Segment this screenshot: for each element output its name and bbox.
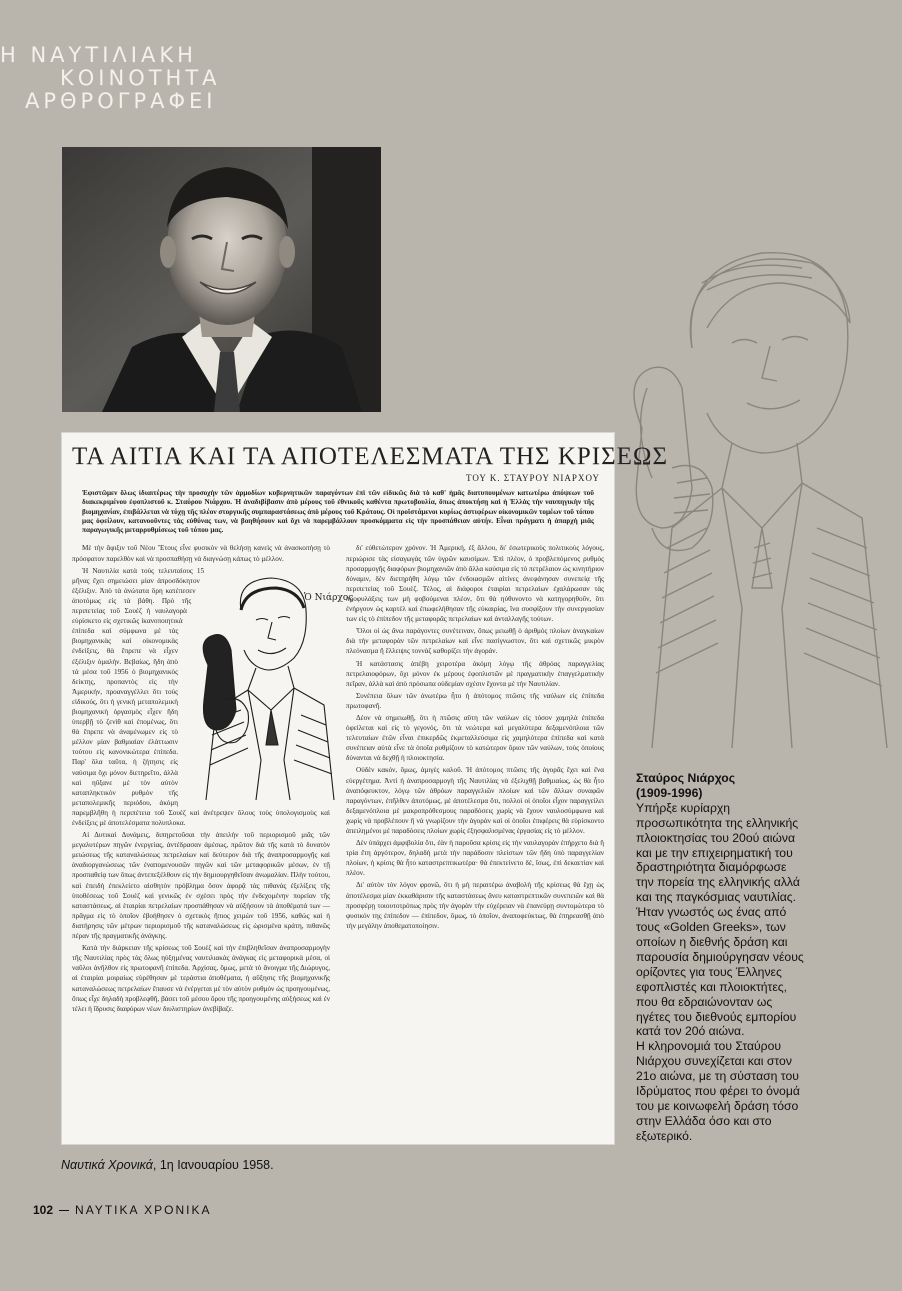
clipping-byline: ΤΟΥ Κ. ΣΤΑΥΡΟΥ ΝΙΑΡΧΟΥ: [466, 473, 600, 483]
clipping-left-paragraph: Ἡ Ναυτιλία κατὰ τοὺς τελευταίους 15 μῆνας ἔχει σημειώσει μίαν ἀπροσδόκητον ἐξέλιξιν. Ἀπὸ τὰ ἀνώτατα ὅρη κατέπεσεν ἀποτόμως εἰς τὰ βάθη. Πρὸ τῆς περιπετείας τοῦ Σουὲζ ἡ ναυλαγορὰ εὑρίσκετο εἰς σχετικῶς ἱκανοποιητικὰ ἐπίπεδα καὶ σύμφωνα μὲ τὰς βιομηχανικὰς καὶ οἰκονομικὰς ἐνδείξεις, θὰ ἔπρεπε νὰ εἶχεν ἐξέλιξιν ὁμαλήν. Βεβαίως, ἤδη ἀπὸ τὰ μέσα τοῦ 1956 ὁ βιομηχανικὸς δείκτης, προπαντὸς εἰς τὴν Ἀμερικήν, προαναγγέλλει ὅτι τοὺς εἰδικούς, ὅτι ἡ γενικὴ μεταπολεμικὴ βιομηχανικὴ ὀργασμὸς εἶχεν ἤδη ὑπερβῇ τὸ ζενὶθ καὶ ἑπομένως, ὅτι θὰ ἔπρεπε νὰ ἀναμένωμεν εἰς τὸ μέλλον μίαν βαθμιαίαν ἐλάττωσιν τούτου εἰς κανονικώτερα ἐπίπεδα. Παρ' ὅλα ταῦτα, ἡ ζήτησις εἰς ναύσιμα ὄχι μόνον διετηρεῖτο, ἀλλὰ καὶ ηὔξανε μὲ τὸν αὐτὸν καταπληκτικὸν ρυθμὸν τῆς μεταπολεμικῆς περιόδου, ἀκόμη παρεμβλῆθη ἡ περιπέτεια τοῦ Σουὲζ καὶ ἀνέτρεψεν ὅλους τοὺς ὑπολογισμοὺς καὶ ἐνδείξεις μὲ ἀποτελέσματα πολυπλοκα.: [72, 566, 330, 828]
bio-block: [636, 771, 806, 1144]
page-number: 102: [33, 1203, 54, 1217]
clipping-left-paragraph: Κατὰ τὴν διάρκειαν τῆς κρίσεως τοῦ Σουὲζ καὶ τὴν ἐπιβληθεῖσαν ἀναπροσαρμογὴν τῆς Ναυτιλίας πρὸς τὰς ὅλως ηὐξημένας ναυτιλιακὰς ἀνάγκας εἰς μεταφορικὰ μέσα, οἱ ναῦλοι ἀνῆλθον εἰς πρωτοφανῆ ἐπίπεδα. Ἀρχίσας, ὅμως, μετὰ τὸ ἄνοιγμα τῆς Διώρυγος, αἱ ἑταιρίαι μοιραίως εὑρέθησαν μὲ τεράστια ἀποθέματα, ἡ αὔξησις τῆς βιομηχανικῆς καταναλώσεως πετρελαίων ἔπαυσε νὰ ἐνέργεται μὲ τὸν αὐτὸν ρυθμὸν ὡς προηγουμένως, ὅπως εἶχε δηλαδὴ προβλεφθῆ, βάσει τοῦ μέσου ὅρου τῆς προηγουμένης αὐξήσεως καὶ ἐν τέλει ἡ ἵδρυσις διαφόρων νέων διυλιστηρίων ἀνεβίβαζε.: [72, 944, 330, 1013]
clipping-column-right: [346, 543, 604, 1015]
niarchos-line-illustration: [612, 228, 902, 748]
magazine-name: ΝΑΥΤΙΚΑ ΧΡΟΝΙΚΑ: [75, 1203, 212, 1217]
portrait-photo: [62, 147, 381, 412]
clipping-column-left: [72, 543, 354, 1015]
section-header: [0, 44, 300, 113]
caption-source: Ναυτικά Χρονικά: [61, 1158, 153, 1172]
bio-text-2: Η κληρονομιά του Σταύρου Νιάρχου συνεχίζεται και στον 21ο αιώνα, με τη σύσταση του Ιδρύματος που φέρει το όνομά του με κοινωφελή δράση τόσο στην Ελλάδα όσο και στο εξωτερικό.: [636, 1039, 800, 1143]
clipping-left-paragraph: Αἱ Δυτικαὶ Δυνάμεις, διπηρετοῦσαι τὴν ἀπειλὴν τοῦ περιορισμοῦ μιᾶς τῶν μεγαλυτέρων πηγῶν ἐνεργείας, ἀντέδρασαν ἀμέσως, πρῶτον διὰ τῆς κατὰ τὸ δυνατὸν μειώσεως τῆς καταναλώσεως πετρελαίων καὶ δεύτερον διὰ τῆς ἀναπροσαρμογῆς καὶ ἀναδιοργανώσεως τῶν ἐναπομενουσῶν πηγῶν καὶ τῶν μεταφορικῶν μέσων, ἐν τῇ προσπαθείᾳ των ὅπως ἀντεπεξέλθουν εἰς τὴν δημιουργηθεῖσαν ἀνωμαλίαν. Πλὴν τούτου, καὶ ἐπειδὴ ἐπεκλείετο αἰσθητὸν πρόβλημα ὅσον ἀφορᾷ τὰς πιθανὰς ἐξελίξεις τῆς ὑποθέσεως τοῦ Σουὲζ καὶ γενικῶς ἐν σχέσει πρὸς τὴν ἐνδεχομένην πορείαν τῆς καταστάσεως, αἱ ἑταιρίαι πετρελαίων προσπάθησαν νὰ αὐξήσουν τὰ ἀποθέματά των — πρᾶγμα εἰς τὸ ὁποῖον ἐβοήθησεν ὁ σχετικὸς ἤπιος χειμὼν τοῦ 1956, καθὼς καὶ ἡ διατήρησις τῶν μέτρων περιορισμοῦ τῆς καταναλώσεως εἰς ὡρισμένα κράτη, πιθανῶς πέραν τῆς πραγματικῆς ἀνάγκης.: [72, 831, 330, 941]
clipping-intro: Ἐφιστῶμεν ὅλως ἰδιαιτέρως τὴν προσοχὴν τῶν ἀρμοδίων κυβερνητικῶν παραγόντων ἐπὶ τῶν εἰδικῶς διὰ τὸ καθ' ἡμᾶς διατυπουμένων κατωτέρω ἀπόψεων τοῦ διακεκριμένου ἐφοπλιστοῦ κ. Σταύρου Νιάρχου. Ἡ ἀναδιβίβασιν ἀπὸ μέρους τοῦ ἐθνικοῦς καθέντα πρωτοβουλία, ὅπως ἀποκτήσῃ καὶ ἡ Ἑλλὰς τὴν ναυπηγικὴν τῆς βιομηχανίαν, ἐπιβάλλεται νὰ τύχῃ τῆς πλέον στοργικῆς συμπαραστάσεως ἀπὸ μέρους τοῦ Κράτους. Οἱ προϊστάμενοι κυρίως ἀστιφέρων οἰκονομικῶν τομέων τοῦ τόπου μας ὀφείλουν, κατανοοῦντες τὰς εὐθύνας των, νὰ βοηθήσουν καὶ ὄχι νὰ παρεμβάλλουν προσκόμματα εἰς τὴν προσπάθειαν αὐτήν. Εἶναι πράγματι ἡ ἀπαρχὴ μιᾶς παραγωγικῆς μεταρρυθμίσεως τοῦ τόπου μας.: [82, 489, 594, 535]
clipping-right-paragraph: Δι' αὐτὸν τὸν λόγον φρονῶ, ὅτι ἡ μὴ περαιτέρω ἀναβολὴ τῆς κρίσεως θὰ ἔχῃ ὡς ἀποτέλεσμα μίαν ἐκκαθάρισιν τῆς καταστάσεως ἄνευ καταστρεπτικῶν συνεπειῶν καὶ θὰ προσφέρῃ τοιουτοτρόπως πρὸς τὴν ἀγορὰν τὴν εὐχέρειαν νὰ ἐπανεύρῃ συντομώτερα τὸ φυσικόν της ἐπίπεδον — ἐπίπεδον, ὅμως, τὸ ὁποῖον, ἀναποφεύκτως, θὰ ἐπηρεασθῇ ἀπὸ τὴν μεγάλην ἀποθεματοποίησιν.: [346, 881, 604, 930]
section-header-line-3: ΑΡΘΡΟΓΡΑΦΕΙ: [25, 89, 217, 113]
clipping-caption: [61, 1158, 274, 1172]
clipping-right-paragraph: Ὅλοι οἱ ὡς ἄνω παράγοντες συνέτειναν, ὅπως μειωθῇ ὁ ἀριθμὸς πλοίων ἀναγκαίων διὰ τὴν μεταφορὰν τῶν πετρελαίων καὶ εἶνε πασίγνωστον, ὅτι καὶ σχετικῶς μικρὸν πλεόνασμα ἢ ἔλλειψις τοννὰζ καθορίζει τὴν ἀγοράν.: [346, 627, 604, 656]
footer-separator: [59, 1210, 69, 1211]
clipping-columns: [72, 543, 604, 1015]
section-header-line-2: ΚΟΙΝΟΤΗΤΑ: [60, 66, 221, 90]
section-header-line-1: Η ΝΑΥΤΙΛΙΑΚΗ: [0, 43, 197, 67]
bio-text-1: Υπήρξε κυρίαρχη προσωπικότητα της ελληνικής πλοιοκτησίας του 20ού αιώνα και με την επιχειρηματική του δραστηριότητα διαμόρφωσε την πορεία της ελληνικής αλλά και της παγκόσμιας ναυτιλίας. Ήταν γνωστός ως ένας από τους «Golden Greeks», των οποίων η διεθνής δράση και παρουσία δημιούργησαν νέους ορίζοντες για τους Έλληνες εφοπλιστές και πλοιοκτήτες, που θα εδραιώνονταν ως ηγέτες του διεθνούς εμπορίου κατά τον 20ό αιώνα.: [636, 800, 804, 1039]
bio-name: Σταύρος Νιάρχος: [636, 771, 736, 785]
newspaper-clipping: [61, 432, 669, 1145]
clipping-sketch: [186, 570, 354, 800]
clipping-right-paragraph: Δέον νὰ σημειωθῇ, ὅτι ἡ πτῶσις αὕτη τῶν ναύλων εἰς τόσον χαμηλὰ ἐπίπεδα ὀφείλεται καὶ εἰς τὸ γεγονός, ὅτι τὰ νεώτερα καὶ μεγαλύτερα δεξαμενόπλοια τῶν τελευταίων ἐτῶν εἶναι ἐπικερδῶς ἐκμεταλλεύσιμα εἰς χαμηλότερα ἐπίπεδα καὶ κατὰ συνέπειαν αὐτὰ εἶνε τὰ ὁποῖα ρυθμίζουν τὸ κατώτερον ὅριον τῶν ναύλων, τοὺς ὁποίους δύνανται νὰ δεχθῇ ἡ πλοιοκτησία.: [346, 713, 604, 763]
clipping-right-paragraph: Συνέπεια ὅλων τῶν ἀνωτέρω ἦτο ἡ ἀπότομος πτῶσις τῆς ναύλων εἰς ἐπίπεδα πρωτοφανῆ.: [346, 691, 604, 710]
bio-years: (1909-1996): [636, 785, 703, 800]
clipping-right-paragraph: Δὲν ὑπάρχει ἀμφιβολία ὅτι, ἐὰν ἡ παροῦσα κρίσις εἰς τὴν ναυλαγορὰν ἐπήρχετο διὰ ἢ τρία ἔτη ἀργότερον, δηλαδὴ μετὰ τὴν παράδοσιν πλείστων τῶν ἤδη ὑπὸ παραγγελίαν πλοίων, ἡ κρίσις θὰ ἦτο καταστρεπτικωτέρα· θὰ ἐπεκτείνετο δέ, ἴσως, ἐπὶ δεκαετίαν καὶ πλέον.: [346, 839, 604, 878]
clipping-left-paragraph: Μὲ τὴν ἄφιξιν τοῦ Νέου Ἔτους εἶνε φυσικὸν νὰ θελήσῃ κανεὶς νὰ ἀνασκοπήσῃ τὸ πρόσφατον παρελθὸν καὶ νὰ προσπαθήσῃ νὰ διαγνώσῃ κάπως τὸ μέλλον.: [72, 544, 330, 563]
sketch-signature: Ὁ Νιάρχος: [304, 592, 354, 603]
clipping-right-paragraph: Οὐδὲν κακόν, ὅμως, ἀμιγὲς καλοῦ. Ἡ ἀπότομος πτῶσις τῆς ἀγορᾶς ἔχει καὶ ἕνα εὐεργέτημα. Ἀντὶ ἡ ἀναπροσαρμογὴ τῆς Ναυτιλίας νὰ ἐξελιχθῇ βαθμιαίως, ὡς θὰ ἦτο ἀναπόφευκτον, λόγῳ τῶν ἀθρόων παραγγελιῶν πλοίων καὶ τῶν ἄλλων συναφῶν παραγόντων, ἐπῆλθεν ἀποτόμως, μὲ ἀποτέλεσμα ὅτι, πολλοὶ οἱ ὁποῖοι εἶχον παραγγείλει δεξαμενόπλοια μὲ μακροπρόθεσμους παραδόσεις χωρὶς νὰ ἔχουν ναυλοσύμφωνα καὶ χωρὶς νὰ προβλέπουν ἢ νὰ γνωρίζουν τὴν ἀγορὰν καὶ οἱ ὁποῖοι ἐπιφέρεις θὰ εὑρίσκοντο ἀπειλημένοι μὲ παραδόσεις πλοίων χωρὶς ἐξησφαλισμένας ἐργασίας εἰς τὸ μέλλον.: [346, 766, 604, 836]
caption-date: , 1η Ιανουαρίου 1958.: [152, 1158, 274, 1172]
clipping-right-paragraph: δι' εὐθετώτερον χρόνον. Ἡ Ἀμερική, ἐξ ἄλλου, δι' ἐσωτερικοὺς πολιτικοὺς λόγους, περιώρισε τὰς εἰσαγωγὰς τῶν ὑγρῶν καυσίμων. Ἐπὶ πλέον, ὁ προβλεπόμενος ρυθμὸς προσαρμογῆς διαφόρων βιομηχανιῶν ἀπὸ ἄλλα καύσιμα εἰς τὸ πετρέλαιον ὡς κινητήριον δύναμιν, δὲν διετηρήθη λόγῳ τῶν ἐνδοιασμῶν αἰτίνες ἀνεφάνησαν συνεπείᾳ τῆς περιπετείας τοῦ Σουὲζ. Τέλος, αἱ διάφοροι ἑταιρίαι πετρελαίων ἐχαλάρωσαν τὰς προφυλάξεις των μὴ φοβούμεναι πλέον, ὅτι θὰ ηὐθυνοντο νὰ κατηγορηθοῦν, ὅτι ἐνήργουν ὡς καρτὲλ καὶ ἐπωφελήθησαν τῆς εὐκαιρίας, ἵνα συσφίξουν τὴν συνεργασίαν των εἰς τὸ ἐπίπεδον τῆς μεταφορᾶς πετρελαίων καὶ ἀνταλλαγῆς τούτων.: [346, 544, 604, 624]
page-footer: [33, 1203, 212, 1217]
clipping-right-paragraph: Ἡ κατάστασις ἀπέβη χειροτέρα ἀκόμη λόγῳ τῆς ἀθρόας παραγγελίας πετρελαιοφόρων, ὄχι μόνον ἐκ μέρους ἐφοπλιστῶν μὲ πραγματικὴν ἐπαγγελματικὴν πεῖραν, ἀλλὰ καὶ ἀπὸ πρόσωπα οὐδεμίαν σχέσιν ἔχοντα μὲ τὴν Ναυτιλίαν.: [346, 659, 604, 688]
clipping-headline: ΤΑ ΑΙΤΙΑ ΚΑΙ ΤΑ ΑΠΟΤΕΛΕΣΜΑΤΑ ΤΗΣ ΚΡΙΣΕΩΣ: [72, 443, 669, 470]
